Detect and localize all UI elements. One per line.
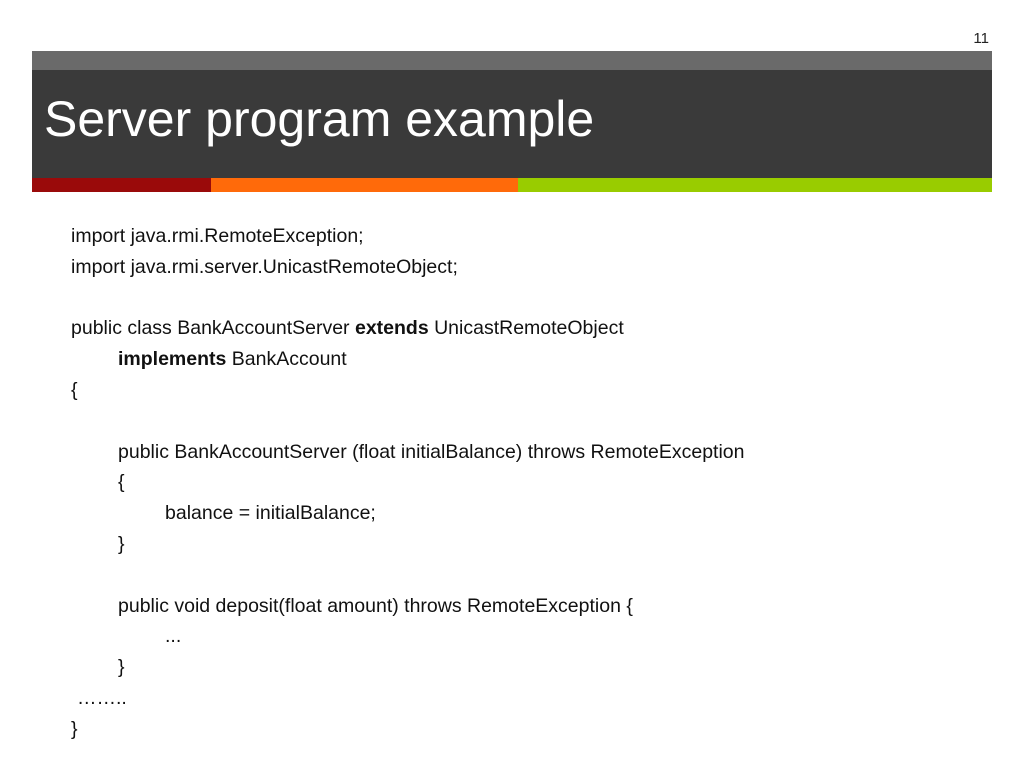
- code-line-constructor-close: }: [118, 532, 125, 555]
- code-line-import-remote-exception: import java.rmi.RemoteException;: [71, 225, 364, 247]
- code-line-import-unicast: import java.rmi.server.UnicastRemoteObject;: [71, 255, 458, 278]
- code-line-class-open-brace: {: [71, 378, 78, 401]
- code-line-blank: [71, 560, 971, 591]
- code-line-class-declaration: [71, 313, 971, 344]
- code-line-ellipsis: ……..: [77, 686, 127, 709]
- code-line-blank: [71, 283, 971, 314]
- header-top-band: [32, 51, 992, 70]
- interface-name: BankAccount: [226, 348, 347, 371]
- code-line-class-close-brace: }: [71, 717, 78, 740]
- extends-keyword: extends: [354, 317, 429, 340]
- code-listing: [71, 221, 971, 745]
- code-line-constructor-open: {: [118, 471, 125, 494]
- slide-title: Server program example: [44, 91, 595, 147]
- accent-stripe-green: [518, 178, 992, 192]
- title-bar: [32, 70, 992, 178]
- code-line-deposit-signature: public void deposit(float amount) throws RemoteException {: [118, 594, 633, 617]
- code-line-implements: [71, 344, 971, 375]
- code-line-deposit-close: }: [118, 656, 125, 679]
- slide-number: 11: [973, 30, 989, 47]
- implements-keyword: implements: [118, 348, 227, 371]
- class-decl-text: public class BankAccountServer: [71, 317, 355, 340]
- code-line-constructor-signature: public BankAccountServer (float initialBalance) throws RemoteException: [118, 440, 745, 463]
- superclass-name: UnicastRemoteObject: [428, 317, 624, 340]
- accent-stripe-orange: [211, 178, 518, 192]
- code-line-deposit-body: ...: [165, 625, 182, 648]
- code-line-constructor-body: balance = initialBalance;: [165, 502, 376, 525]
- code-line-blank: [71, 406, 971, 437]
- accent-stripe-red: [32, 178, 211, 192]
